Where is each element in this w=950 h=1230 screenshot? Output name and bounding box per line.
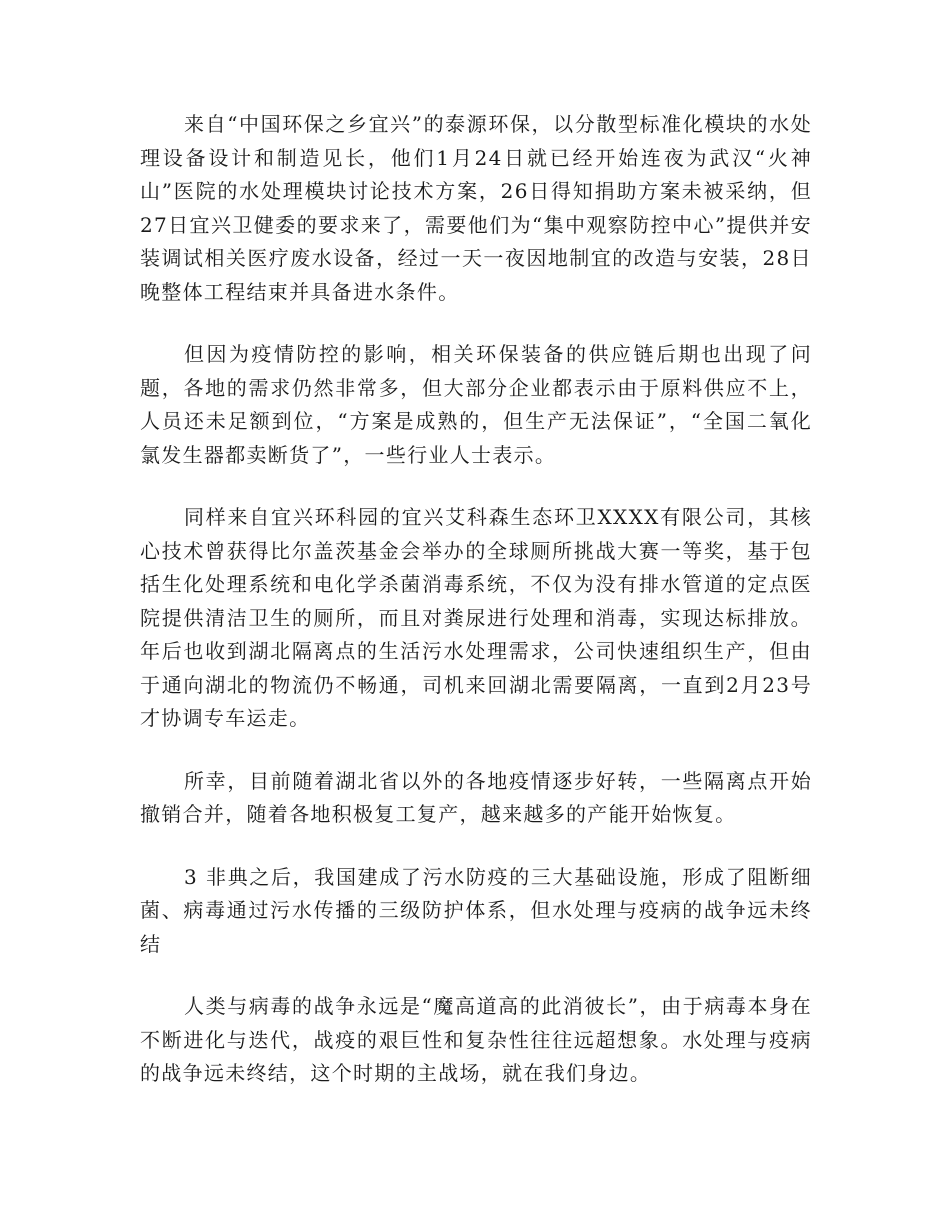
- paragraph-1: 来自“中国环保之乡宜兴”的泰源环保，以分散型标准化模块的水处理设备设计和制造见长，他们1月24日就已经开始连夜为武汉“火神山”医院的水处理模块讨论技术方案，26日得知捐助方案未被采纳，但27日宜兴卫健委的要求来了，需要他们为“集中观察防控中心”提供并安装调试相关医疗废水设备，经过一天一夜因地制宜的改造与安装，28日晚整体工程结束并具备进水条件。: [140, 112, 812, 304]
- paragraph-4: 所幸，目前随着湖北省以外的各地疫情逐步好转，一些隔离点开始撤销合并，随着各地积极复工复产，越来越多的产能开始恢复。: [140, 768, 812, 826]
- paragraph-5-section-heading: 3 非典之后，我国建成了污水防疫的三大基础设施，形成了阻断细菌、病毒通过污水传播的三级防护体系，但水处理与疫病的战争远未终结: [140, 864, 812, 956]
- paragraph-3: 同样来自宜兴环科园的宜兴艾科森生态环卫XXXX有限公司，其核心技术曾获得比尔盖茨基金会举办的全球厕所挑战大赛一等奖，基于包括生化处理系统和电化学杀菌消毒系统，不仅为没有排水管道的定点医院提供清洁卫生的厕所，而且对粪尿进行处理和消毒，实现达标排放。年后也收到湖北隔离点的生活污水处理需求，公司快速组织生产，但由于通向湖北的物流仍不畅通，司机来回湖北需要隔离，一直到2月23号才协调专车运走。: [140, 505, 812, 730]
- paragraph-6: 人类与病毒的战争永远是“魔高道高的此消彼长”，由于病毒本身在不断进化与迭代，战疫的艰巨性和复杂性往往远超想象。水处理与疫病的战争远未终结，这个时期的主战场，就在我们身边。: [140, 994, 812, 1085]
- paragraph-2: 但因为疫情防控的影响，相关环保装备的供应链后期也出现了问题，各地的需求仍然非常多，但大部分企业都表示由于原料供应不上，人员还未足额到位，“方案是成熟的，但生产无法保证”，“全国二氧化氯发生器都卖断货了”，一些行业人士表示。: [140, 342, 812, 467]
- document-body: [140, 108, 812, 1120]
